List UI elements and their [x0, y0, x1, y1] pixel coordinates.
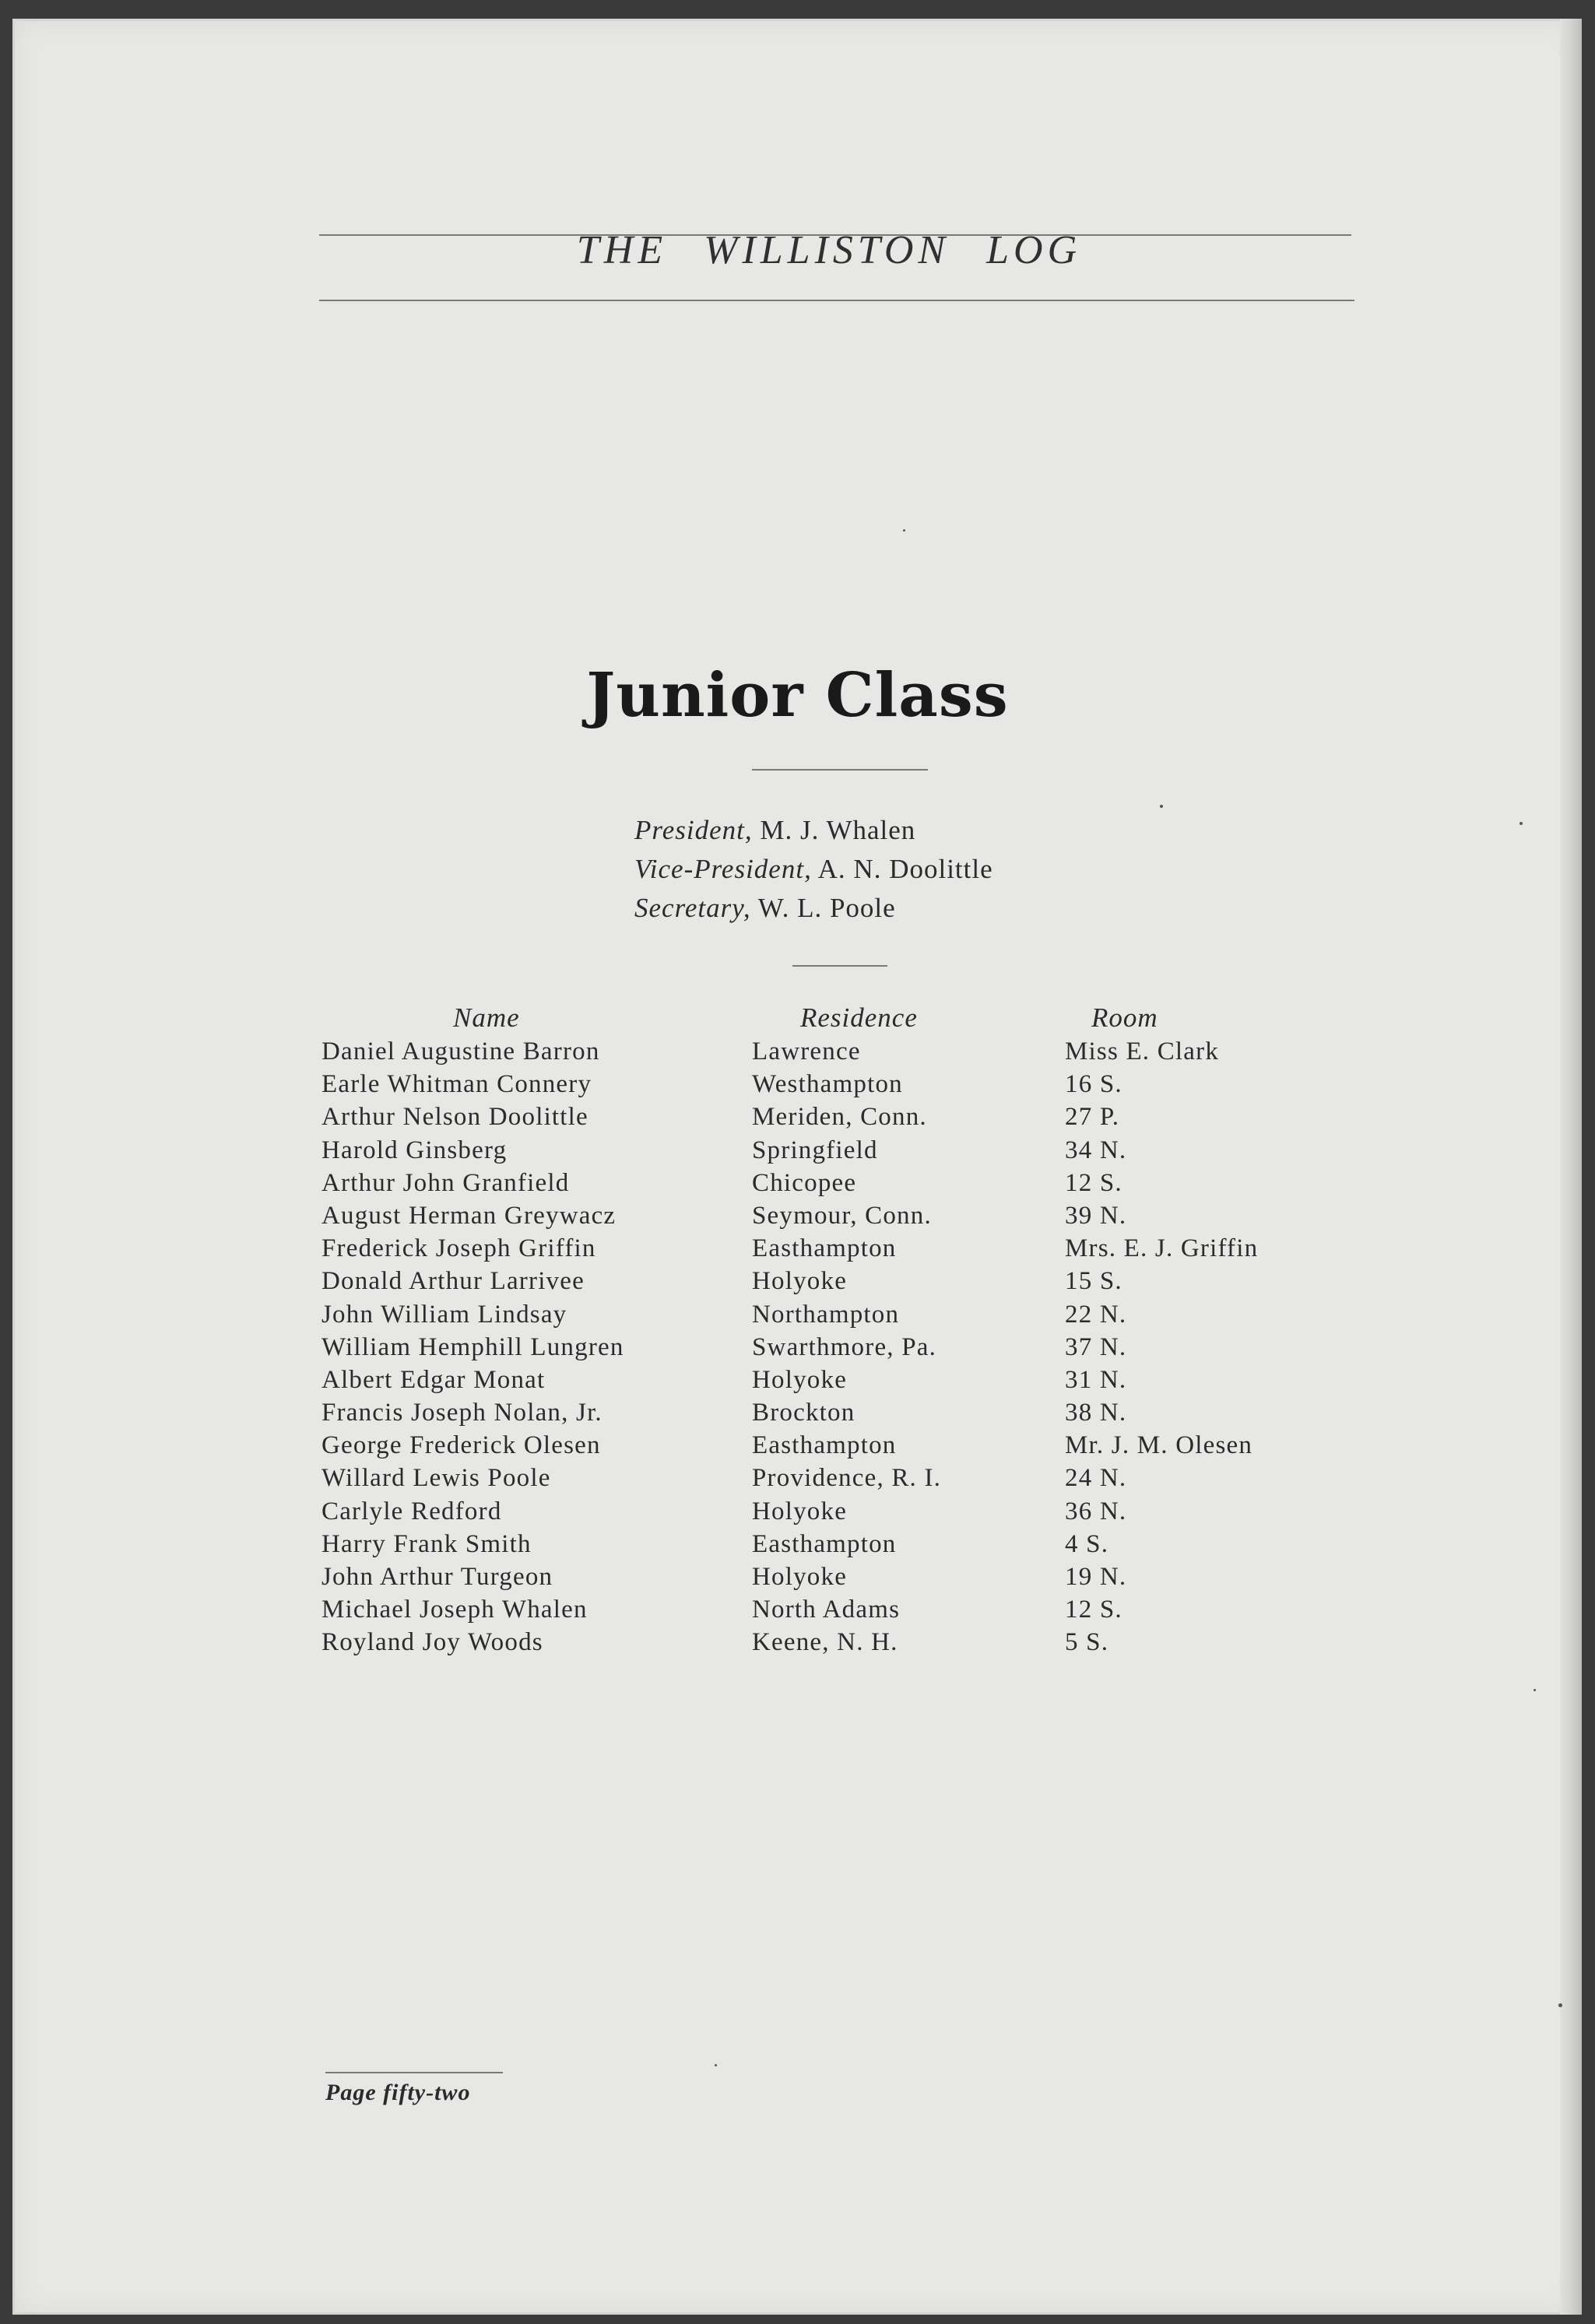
officer-name: M. J. Whalen	[760, 815, 916, 845]
officer-role: Vice-President,	[634, 854, 812, 884]
roster-residence: Providence, R. I.	[752, 1464, 942, 1493]
roster-room: 12 S.	[1065, 1596, 1122, 1624]
roster-residence: Holyoke	[752, 1497, 848, 1525]
header-rule-bottom	[319, 300, 1354, 301]
roster-residence: Lawrence	[752, 1037, 861, 1065]
title-underline	[752, 769, 928, 771]
table-row	[0, 1169, 1595, 1202]
roster-room: 24 N.	[1065, 1464, 1127, 1493]
roster-name: Donald Arthur Larrivee	[321, 1267, 585, 1296]
roster-residence: Swarthmore, Pa.	[752, 1332, 937, 1361]
roster-room: Mr. J. M. Olesen	[1065, 1431, 1253, 1460]
footer-rule	[325, 2072, 503, 2073]
roster-room: 4 S.	[1065, 1529, 1109, 1558]
officer-president	[634, 811, 993, 850]
table-row	[0, 1563, 1595, 1596]
scan-speck	[1558, 2003, 1562, 2007]
roster-room: 16 S.	[1065, 1070, 1122, 1099]
table-row	[0, 1366, 1595, 1399]
table-row	[0, 1202, 1595, 1234]
roster-residence: Brockton	[752, 1399, 855, 1427]
roster-name: William Hemphill Lungren	[321, 1332, 624, 1361]
roster-name: Francis Joseph Nolan, Jr.	[321, 1399, 603, 1427]
roster-residence: Easthampton	[752, 1431, 897, 1460]
officer-vice-president	[634, 850, 993, 889]
roster-name: Arthur Nelson Doolittle	[321, 1103, 588, 1132]
roster-name: Daniel Augustine Barron	[321, 1037, 600, 1065]
roster-room: 22 N.	[1065, 1300, 1127, 1329]
roster-name: Earle Whitman Connery	[321, 1070, 592, 1099]
officer-role: Secretary,	[634, 893, 751, 923]
roster-room: 39 N.	[1065, 1201, 1127, 1230]
officers-divider	[792, 965, 887, 967]
roster-name: John William Lindsay	[321, 1300, 567, 1329]
column-header-name: Name	[453, 1002, 520, 1033]
roster-name: Albert Edgar Monat	[321, 1365, 546, 1394]
roster-room: 38 N.	[1065, 1399, 1127, 1427]
roster-room: 19 N.	[1065, 1563, 1127, 1591]
scan-speck	[1519, 822, 1523, 825]
roster-room: 36 N.	[1065, 1497, 1127, 1525]
roster-name: George Frederick Olesen	[321, 1431, 601, 1460]
scan-speck	[903, 529, 905, 532]
roster-residence: Easthampton	[752, 1529, 897, 1558]
roster-residence: Chicopee	[752, 1168, 857, 1197]
roster-room: 15 S.	[1065, 1267, 1122, 1296]
running-title: THE WILLISTON LOG	[576, 228, 1082, 272]
table-row	[0, 1596, 1595, 1628]
roster-residence: Seymour, Conn.	[752, 1201, 932, 1230]
roster-room: 27 P.	[1065, 1103, 1120, 1132]
roster-residence: Meriden, Conn.	[752, 1103, 927, 1132]
officer-name: A. N. Doolittle	[817, 854, 993, 884]
table-row	[0, 1431, 1595, 1464]
table-row	[0, 1628, 1595, 1661]
roster-residence: Holyoke	[752, 1365, 848, 1394]
table-row	[0, 1464, 1595, 1497]
scan-speck	[1160, 805, 1163, 808]
table-row	[0, 1234, 1595, 1267]
roster-room: 5 S.	[1065, 1628, 1109, 1657]
page-number: Page fifty-two	[325, 2080, 471, 2105]
roster-name: Carlyle Redford	[321, 1497, 502, 1525]
roster-residence: Holyoke	[752, 1563, 848, 1591]
roster-name: Harold Ginsberg	[321, 1136, 508, 1164]
roster-residence: Holyoke	[752, 1267, 848, 1296]
roster-name: August Herman Greywacz	[321, 1201, 617, 1230]
roster-residence: Northampton	[752, 1300, 900, 1329]
table-row	[0, 1333, 1595, 1366]
table-row	[0, 1301, 1595, 1333]
table-row	[0, 1070, 1595, 1103]
table-row	[0, 1136, 1595, 1169]
roster-residence: North Adams	[752, 1596, 901, 1624]
roster-room: 34 N.	[1065, 1136, 1127, 1164]
roster-name: John Arthur Turgeon	[321, 1563, 553, 1591]
class-roster	[0, 1037, 1595, 1662]
roster-residence: Easthampton	[752, 1234, 897, 1263]
roster-name: Arthur John Granfield	[321, 1168, 570, 1197]
roster-room: 37 N.	[1065, 1332, 1127, 1361]
table-row	[0, 1497, 1595, 1530]
roster-name: Harry Frank Smith	[321, 1529, 532, 1558]
roster-name: Royland Joy Woods	[321, 1628, 543, 1657]
table-row	[0, 1399, 1595, 1431]
scan-speck	[715, 2064, 717, 2066]
column-header-room: Room	[1091, 1002, 1158, 1033]
table-row	[0, 1530, 1595, 1563]
roster-name: Frederick Joseph Griffin	[321, 1234, 596, 1263]
roster-residence: Keene, N. H.	[752, 1628, 898, 1657]
section-title: Junior Class	[586, 660, 1009, 731]
scan-speck	[1534, 1689, 1536, 1691]
roster-residence: Springfield	[752, 1136, 878, 1164]
column-header-residence: Residence	[800, 1002, 918, 1033]
table-row	[0, 1037, 1595, 1070]
roster-name: Willard Lewis Poole	[321, 1464, 551, 1493]
roster-room: 12 S.	[1065, 1168, 1122, 1197]
roster-room: Miss E. Clark	[1065, 1037, 1220, 1065]
table-row	[0, 1267, 1595, 1300]
officers-list	[634, 811, 993, 928]
roster-name: Michael Joseph Whalen	[321, 1596, 588, 1624]
officer-role: President,	[634, 815, 753, 845]
table-row	[0, 1103, 1595, 1136]
officer-secretary	[634, 889, 993, 928]
roster-room: Mrs. E. J. Griffin	[1065, 1234, 1259, 1263]
officer-name: W. L. Poole	[757, 893, 896, 923]
roster-residence: Westhampton	[752, 1070, 903, 1099]
roster-room: 31 N.	[1065, 1365, 1127, 1394]
